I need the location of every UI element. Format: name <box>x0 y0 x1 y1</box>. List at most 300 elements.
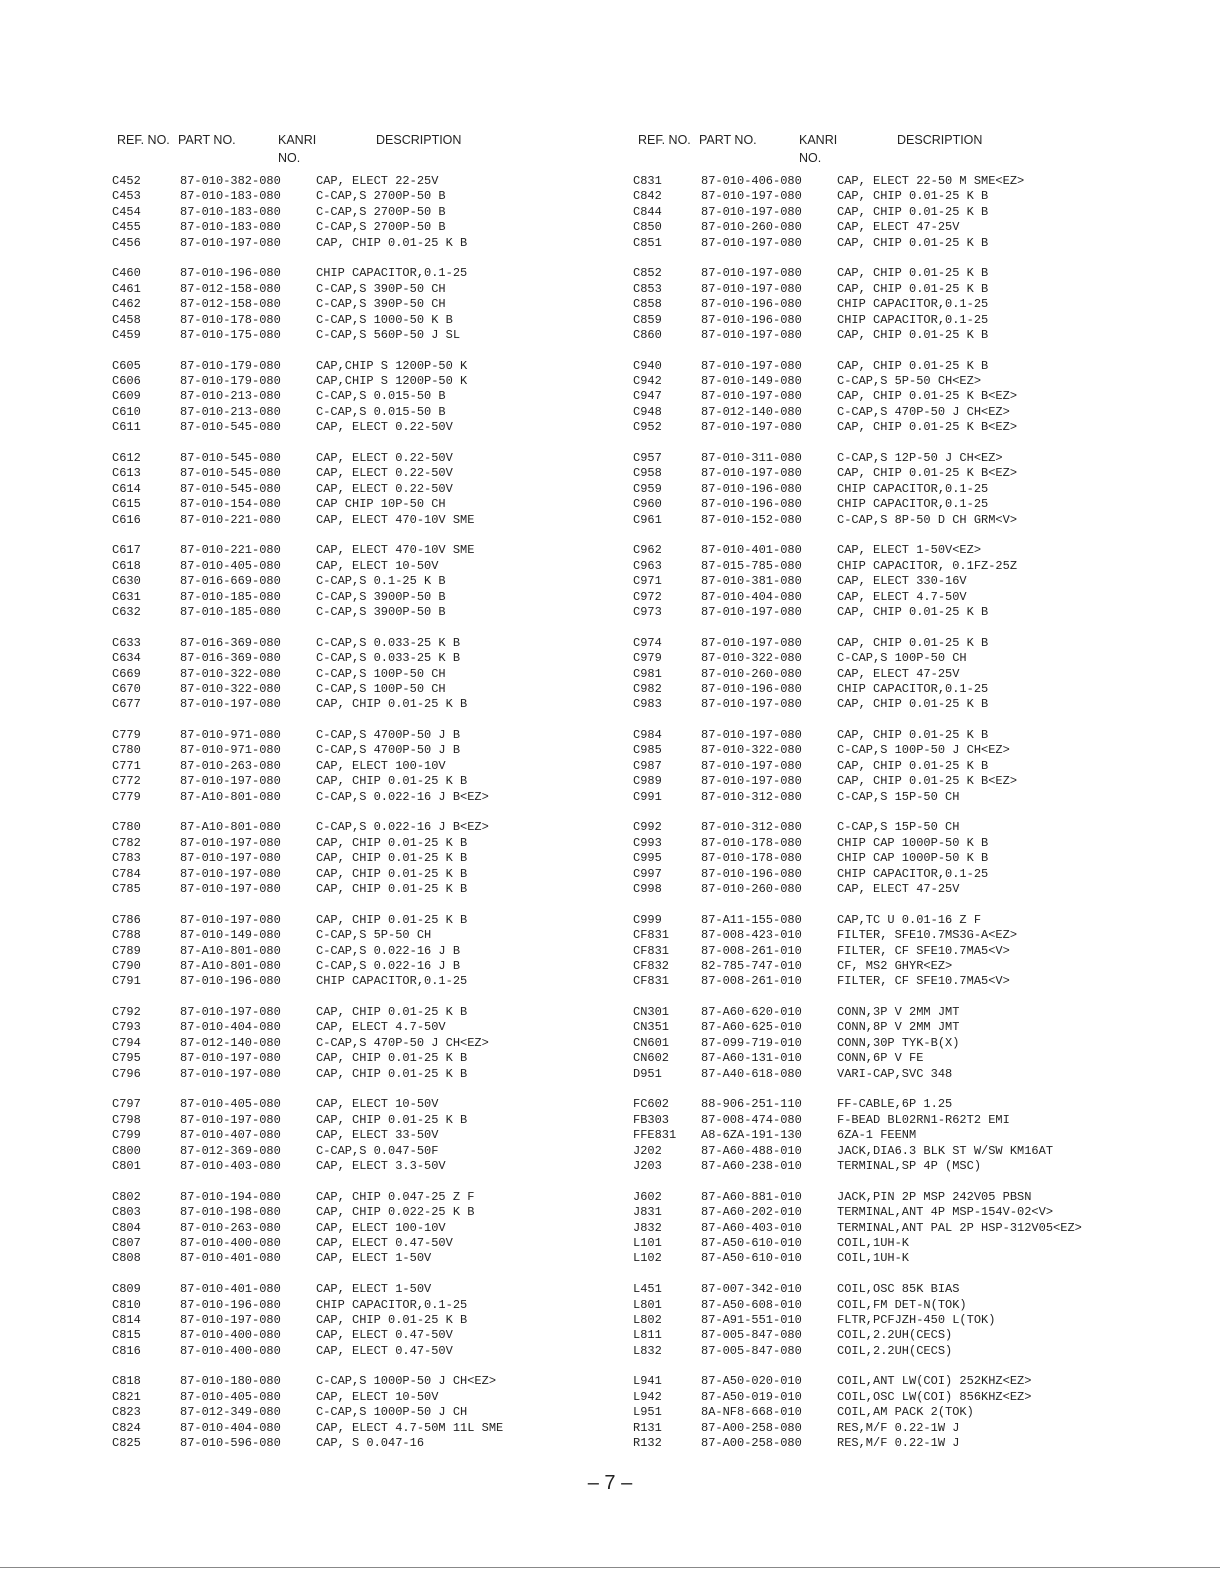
description-cell: CAP, CHIP 0.01-25 K B <box>837 635 989 650</box>
ref-no-cell: C617 <box>112 543 141 558</box>
description-cell: CAP, CHIP 0.01-25 K B <box>316 1312 468 1327</box>
part-no-cell: 87-016-669-080 <box>180 574 281 589</box>
ref-no-cell: C981 <box>633 666 662 681</box>
parts-row <box>633 974 1153 989</box>
parts-row <box>633 1236 1153 1251</box>
description-cell: CHIP CAPACITOR,0.1-25 <box>837 312 989 327</box>
parts-group <box>112 1282 632 1359</box>
parts-row <box>112 543 632 558</box>
ref-no-cell: C785 <box>112 881 141 896</box>
parts-group <box>633 913 1153 990</box>
part-no-cell: 87-010-322-080 <box>180 681 281 696</box>
parts-row <box>112 697 632 712</box>
description-cell: CAP, ELECT 10-50V <box>316 1389 439 1404</box>
parts-row <box>112 482 632 497</box>
ref-no-cell: J831 <box>633 1205 662 1220</box>
parts-group <box>633 1097 1153 1174</box>
parts-group <box>633 1190 1153 1267</box>
description-cell: COIL,2.2UH(CECS) <box>837 1328 953 1343</box>
description-cell: COIL,OSC 85K BIAS <box>837 1282 960 1297</box>
description-cell: C-CAP,S 390P-50 CH <box>316 281 446 296</box>
description-cell: CHIP CAPACITOR, 0.1FZ-25Z <box>837 558 1018 573</box>
ref-no-cell: L832 <box>633 1343 662 1358</box>
ref-no-cell: C992 <box>633 820 662 835</box>
description-cell: 6ZA-1 FEENM <box>837 1128 917 1143</box>
parts-row <box>112 974 632 989</box>
part-no-cell: 87-010-382-080 <box>180 174 281 188</box>
part-no-cell: 87-010-401-080 <box>180 1251 281 1266</box>
part-no-cell: 87-010-197-080 <box>180 912 281 927</box>
ref-no-cell: C804 <box>112 1220 141 1235</box>
ref-no-cell: C630 <box>112 574 141 589</box>
ref-no-cell: C613 <box>112 466 141 481</box>
ref-no-cell: C780 <box>112 743 141 758</box>
part-no-cell: 87-012-369-080 <box>180 1143 281 1158</box>
description-cell: C-CAP,S 0.022-16 J B <box>316 958 461 973</box>
parts-group <box>112 820 632 897</box>
description-cell: CHIP CAPACITOR,0.1-25 <box>837 297 989 312</box>
description-cell: CHIP CAPACITOR,0.1-25 <box>837 866 989 881</box>
part-no-cell: 87-010-406-080 <box>701 174 802 188</box>
parts-row <box>112 559 632 574</box>
parts-row <box>633 1005 1153 1020</box>
ref-no-cell: C850 <box>633 220 662 235</box>
page-number: – 7 – <box>587 1472 633 1494</box>
ref-no-cell: L451 <box>633 1282 662 1297</box>
part-no-cell: 87-010-971-080 <box>180 743 281 758</box>
description-cell: CAP, CHIP 0.022-25 K B <box>316 1205 475 1220</box>
part-no-cell: 87-010-197-080 <box>180 1066 281 1081</box>
part-no-cell: 87-010-179-080 <box>180 358 281 373</box>
description-cell: CAP, ELECT 0.22-50V <box>316 466 453 481</box>
parts-row <box>112 328 632 343</box>
part-no-cell: 87-010-197-080 <box>701 266 802 281</box>
part-no-cell: 87-010-197-080 <box>701 758 802 773</box>
part-no-cell: 88-906-251-110 <box>701 1097 802 1112</box>
parts-row <box>112 1390 632 1405</box>
part-no-cell: 87-010-545-080 <box>180 466 281 481</box>
parts-row <box>112 205 632 220</box>
part-no-cell: 87-010-197-080 <box>180 774 281 789</box>
header-description: DESCRIPTION <box>376 133 462 147</box>
description-cell: FILTER, CF SFE10.7MA5<V> <box>837 943 1010 958</box>
part-no-cell: 87-010-196-080 <box>180 266 281 281</box>
ref-no-cell: C791 <box>112 974 141 989</box>
description-cell: RES,M/F 0.22-1W J <box>837 1436 960 1451</box>
header-ref-no: REF. NO. <box>117 133 170 147</box>
parts-group <box>633 359 1153 436</box>
description-cell: CAP, ELECT 0.22-50V <box>316 451 453 466</box>
page-bottom-rule <box>0 1567 1220 1568</box>
ref-no-cell: C810 <box>112 1297 141 1312</box>
part-no-cell: 87-A10-801-080 <box>180 958 281 973</box>
parts-group <box>112 174 632 251</box>
description-cell: CAP, CHIP 0.01-25 K B<EZ> <box>837 466 1018 481</box>
description-cell: FLTR,PCFJZH-450 L(TOK) <box>837 1312 996 1327</box>
ref-no-cell: C634 <box>112 651 141 666</box>
description-cell: CAP, CHIP 0.01-25 K B <box>837 235 989 250</box>
header-part-no: PART NO. <box>178 133 236 147</box>
part-no-cell: 87-010-312-080 <box>701 820 802 835</box>
description-cell: C-CAP,S 5P-50 CH<EZ> <box>837 374 982 389</box>
ref-no-cell: C851 <box>633 235 662 250</box>
parts-row <box>112 420 632 435</box>
part-no-cell: 87-010-185-080 <box>180 604 281 619</box>
ref-no-cell: C842 <box>633 189 662 204</box>
description-cell: CAP, ELECT 330-16V <box>837 574 967 589</box>
description-cell: CAP, CHIP 0.01-25 K B <box>837 758 989 773</box>
parts-group <box>112 1097 632 1174</box>
part-no-cell: 87-012-349-080 <box>180 1405 281 1420</box>
parts-row <box>633 959 1153 974</box>
ref-no-cell: C960 <box>633 497 662 512</box>
description-cell: CF, MS2 GHYR<EZ> <box>837 958 953 973</box>
part-no-cell: 87-010-196-080 <box>701 866 802 881</box>
part-no-cell: 87-A10-801-080 <box>180 789 281 804</box>
ref-no-cell: C800 <box>112 1143 141 1158</box>
part-no-cell: 87-A60-131-010 <box>701 1051 802 1066</box>
parts-row <box>112 1405 632 1420</box>
parts-group <box>112 543 632 620</box>
description-cell: F-BEAD BL02RN1-R62T2 EMI <box>837 1112 1010 1127</box>
description-cell: CAP, ELECT 22-25V <box>316 174 439 188</box>
parts-group <box>633 1282 1153 1359</box>
description-cell: CAP, ELECT 22-50 M SME<EZ> <box>837 174 1025 188</box>
ref-no-cell: C779 <box>112 728 141 743</box>
description-cell: C-CAP,S 1000-50 K B <box>316 312 453 327</box>
ref-no-cell: C821 <box>112 1389 141 1404</box>
parts-group <box>633 636 1153 713</box>
ref-no-cell: C825 <box>112 1436 141 1451</box>
parts-group <box>633 1005 1153 1082</box>
parts-list-right <box>633 131 1153 1467</box>
description-cell: TERMINAL,SP 4P (MSC) <box>837 1159 982 1173</box>
part-no-cell: 87-010-197-080 <box>701 420 802 435</box>
parts-row <box>112 667 632 682</box>
ref-no-cell: C959 <box>633 481 662 496</box>
parts-row <box>633 543 1153 558</box>
ref-no-cell: C670 <box>112 681 141 696</box>
parts-row <box>112 313 632 328</box>
part-no-cell: 87-007-342-010 <box>701 1282 802 1297</box>
ref-no-cell: C677 <box>112 697 141 712</box>
parts-row <box>112 743 632 758</box>
ref-no-cell: C799 <box>112 1128 141 1143</box>
parts-group <box>633 820 1153 897</box>
part-no-cell: 87-010-196-080 <box>701 312 802 327</box>
header-part-no: PART NO. <box>699 133 757 147</box>
part-no-cell: 87-010-263-080 <box>180 1220 281 1235</box>
parts-list-left <box>112 131 632 1467</box>
description-cell: CHIP CAPACITOR,0.1-25 <box>837 481 989 496</box>
parts-row <box>112 1282 632 1297</box>
part-no-cell: 87-010-183-080 <box>180 189 281 204</box>
parts-row <box>112 1097 632 1112</box>
parts-row <box>633 682 1153 697</box>
ref-no-cell: C797 <box>112 1097 141 1112</box>
parts-row <box>112 1036 632 1051</box>
description-cell: CAP,CHIP S 1200P-50 K <box>316 358 468 373</box>
ref-no-cell: C844 <box>633 204 662 219</box>
description-cell: CAP, ELECT 1-50V<EZ> <box>837 543 982 558</box>
parts-row <box>112 389 632 404</box>
part-no-cell: A8-6ZA-191-130 <box>701 1128 802 1143</box>
parts-row <box>633 1113 1153 1128</box>
part-no-cell: 87-010-178-080 <box>701 851 802 866</box>
ref-no-cell: C455 <box>112 220 141 235</box>
part-no-cell: 87-010-196-080 <box>701 497 802 512</box>
part-no-cell: 87-010-404-080 <box>180 1420 281 1435</box>
ref-no-cell: J202 <box>633 1143 662 1158</box>
ref-no-cell: C814 <box>112 1312 141 1327</box>
part-no-cell: 87-A60-625-010 <box>701 1020 802 1035</box>
description-cell: C-CAP,S 0.015-50 B <box>316 389 446 404</box>
description-cell: COIL,ANT LW(COI) 252KHZ<EZ> <box>837 1374 1032 1389</box>
parts-row <box>112 1005 632 1020</box>
ref-no-cell: C610 <box>112 404 141 419</box>
part-no-cell: 87-A60-620-010 <box>701 1005 802 1020</box>
part-no-cell: 87-A50-610-010 <box>701 1235 802 1250</box>
part-no-cell: 87-010-263-080 <box>180 758 281 773</box>
part-no-cell: 87-010-197-080 <box>701 635 802 650</box>
ref-no-cell: FB303 <box>633 1112 670 1127</box>
ref-no-cell: C940 <box>633 358 662 373</box>
part-no-cell: 87-016-369-080 <box>180 651 281 666</box>
description-cell: C-CAP,S 100P-50 CH <box>316 681 446 696</box>
parts-row <box>633 944 1153 959</box>
part-no-cell: 87-010-545-080 <box>180 481 281 496</box>
part-no-cell: 8A-NF8-668-010 <box>701 1405 802 1420</box>
parts-row <box>633 297 1153 312</box>
ref-no-cell: C997 <box>633 866 662 881</box>
parts-row <box>633 451 1153 466</box>
parts-row <box>112 651 632 666</box>
ref-no-cell: C860 <box>633 327 662 342</box>
description-cell: CAP, ELECT 100-10V <box>316 758 446 773</box>
ref-no-cell: C973 <box>633 604 662 619</box>
description-cell: CAP, CHIP 0.01-25 K B <box>837 358 989 373</box>
parts-row <box>633 1051 1153 1066</box>
ref-no-cell: C780 <box>112 820 141 835</box>
parts-row <box>633 497 1153 512</box>
ref-no-cell: CN351 <box>633 1020 670 1035</box>
parts-row <box>112 220 632 235</box>
ref-no-cell: CN602 <box>633 1051 670 1066</box>
ref-no-cell: C952 <box>633 420 662 435</box>
parts-row <box>633 605 1153 620</box>
parts-row <box>633 1421 1153 1436</box>
part-no-cell: 87-010-198-080 <box>180 1205 281 1220</box>
part-no-cell: 87-010-183-080 <box>180 220 281 235</box>
description-cell: RES,M/F 0.22-1W J <box>837 1420 960 1435</box>
parts-row <box>112 1436 632 1451</box>
part-no-cell: 87-010-179-080 <box>180 374 281 389</box>
part-no-cell: 87-010-194-080 <box>180 1189 281 1204</box>
parts-row <box>112 636 632 651</box>
parts-row <box>112 836 632 851</box>
description-cell: CAP, ELECT 4.7-50V <box>837 589 967 604</box>
part-no-cell: 87-012-158-080 <box>180 297 281 312</box>
part-no-cell: 87-A60-881-010 <box>701 1189 802 1204</box>
ref-no-cell: C795 <box>112 1051 141 1066</box>
ref-no-cell: C794 <box>112 1035 141 1050</box>
description-cell: CAP, ELECT 0.22-50V <box>316 481 453 496</box>
parts-row <box>633 836 1153 851</box>
parts-row <box>633 636 1153 651</box>
ref-no-cell: C824 <box>112 1420 141 1435</box>
part-no-cell: 87-010-197-080 <box>701 281 802 296</box>
parts-group <box>112 266 632 343</box>
parts-group <box>112 451 632 528</box>
part-no-cell: 87-010-197-080 <box>701 389 802 404</box>
ref-no-cell: C783 <box>112 851 141 866</box>
parts-row <box>112 1128 632 1143</box>
ref-no-cell: CF831 <box>633 943 670 958</box>
ref-no-cell: C816 <box>112 1343 141 1358</box>
description-cell: CAP, CHIP 0.01-25 K B<EZ> <box>837 774 1018 789</box>
parts-row <box>633 574 1153 589</box>
parts-row <box>112 1190 632 1205</box>
ref-no-cell: C456 <box>112 235 141 250</box>
part-no-cell: 87-010-400-080 <box>180 1343 281 1358</box>
description-cell: C-CAP,S 2700P-50 B <box>316 189 446 204</box>
parts-row <box>633 1020 1153 1035</box>
description-cell: CAP, CHIP 0.01-25 K B <box>837 189 989 204</box>
parts-row <box>112 590 632 605</box>
parts-row <box>112 266 632 281</box>
description-cell: C-CAP,S 0.033-25 K B <box>316 635 461 650</box>
description-cell: CAP, CHIP 0.01-25 K B <box>316 1112 468 1127</box>
ref-no-cell: C616 <box>112 512 141 527</box>
description-cell: C-CAP,S 5P-50 CH <box>316 928 432 943</box>
description-cell: CONN,30P TYK-B(X) <box>837 1035 960 1050</box>
part-no-cell: 87-010-312-080 <box>701 789 802 804</box>
parts-group <box>112 728 632 805</box>
ref-no-cell: CF832 <box>633 958 670 973</box>
ref-no-cell: C831 <box>633 174 662 188</box>
parts-row <box>112 728 632 743</box>
part-no-cell: 87-010-197-080 <box>701 235 802 250</box>
parts-row <box>112 1251 632 1266</box>
description-cell: C-CAP,S 0.015-50 B <box>316 404 446 419</box>
part-no-cell: 87-016-369-080 <box>180 635 281 650</box>
ref-no-cell: C859 <box>633 312 662 327</box>
parts-row <box>112 1374 632 1389</box>
part-no-cell: 87-010-404-080 <box>180 1020 281 1035</box>
header-description: DESCRIPTION <box>897 133 983 147</box>
description-cell: C-CAP,S 0.022-16 J B<EZ> <box>316 820 489 835</box>
parts-row <box>633 1436 1153 1451</box>
parts-row <box>633 328 1153 343</box>
ref-no-cell: C453 <box>112 189 141 204</box>
description-cell: CHIP CAP 1000P-50 K B <box>837 835 989 850</box>
part-no-cell: 87-010-971-080 <box>180 728 281 743</box>
ref-no-cell: C802 <box>112 1189 141 1204</box>
ref-no-cell: C999 <box>633 912 662 927</box>
ref-no-cell: C962 <box>633 543 662 558</box>
parts-group <box>633 1374 1153 1451</box>
parts-row <box>112 882 632 897</box>
ref-no-cell: C993 <box>633 835 662 850</box>
ref-no-cell: C972 <box>633 589 662 604</box>
parts-row <box>112 513 632 528</box>
ref-no-cell: C789 <box>112 943 141 958</box>
ref-no-cell: C853 <box>633 281 662 296</box>
part-no-cell: 87-010-196-080 <box>701 297 802 312</box>
parts-row <box>112 174 632 189</box>
part-no-cell: 87-010-322-080 <box>180 666 281 681</box>
ref-no-cell: C633 <box>112 635 141 650</box>
parts-row <box>112 297 632 312</box>
parts-row <box>112 189 632 204</box>
parts-row <box>633 282 1153 297</box>
description-cell: CAP CHIP 10P-50 CH <box>316 497 446 512</box>
part-no-cell: 87-010-197-080 <box>701 728 802 743</box>
parts-group <box>112 1190 632 1267</box>
parts-group <box>633 728 1153 805</box>
part-no-cell: 87-010-404-080 <box>701 589 802 604</box>
description-cell: C-CAP,S 0.047-50F <box>316 1143 439 1158</box>
description-cell: CHIP CAPACITOR,0.1-25 <box>837 681 989 696</box>
description-cell: COIL,1UH-K <box>837 1235 910 1250</box>
description-cell: COIL,OSC LW(COI) 856KHZ<EZ> <box>837 1389 1032 1404</box>
ref-no-cell: CF831 <box>633 928 670 943</box>
ref-no-cell: C782 <box>112 835 141 850</box>
column-header-right <box>633 131 1153 174</box>
part-no-cell: 87-010-405-080 <box>180 1097 281 1112</box>
part-no-cell: 87-005-847-080 <box>701 1343 802 1358</box>
part-no-cell: 87-A60-403-010 <box>701 1220 802 1235</box>
header-kanri: KANRI <box>278 133 317 147</box>
parts-row <box>633 1390 1153 1405</box>
description-cell: CAP, ELECT 33-50V <box>316 1128 439 1143</box>
part-no-cell: 87-010-197-080 <box>701 189 802 204</box>
parts-row <box>112 605 632 620</box>
part-no-cell: 87-010-197-080 <box>180 697 281 712</box>
parts-row <box>633 482 1153 497</box>
parts-group <box>112 1374 632 1451</box>
description-cell: C-CAP,S 8P-50 D CH GRM<V> <box>837 512 1018 527</box>
description-cell: FILTER, CF SFE10.7MA5<V> <box>837 974 1010 989</box>
part-no-cell: 87-010-545-080 <box>180 451 281 466</box>
part-no-cell: 87-A50-610-010 <box>701 1251 802 1266</box>
part-no-cell: 87-A60-202-010 <box>701 1205 802 1220</box>
parts-row <box>633 774 1153 789</box>
part-no-cell: 87-A11-155-080 <box>701 912 802 927</box>
parts-row <box>112 959 632 974</box>
description-cell: CAP, CHIP 0.01-25 K B <box>316 235 468 250</box>
part-no-cell: 87-008-261-010 <box>701 943 802 958</box>
parts-row <box>633 313 1153 328</box>
description-cell: CAP,CHIP S 1200P-50 K <box>316 374 468 389</box>
ref-no-cell: C984 <box>633 728 662 743</box>
description-cell: CAP, ELECT 0.22-50V <box>316 420 453 435</box>
description-cell: CAP, CHIP 0.01-25 K B <box>316 835 468 850</box>
description-cell: C-CAP,S 3900P-50 B <box>316 604 446 619</box>
part-no-cell: 87-010-400-080 <box>180 1235 281 1250</box>
parts-group <box>112 913 632 990</box>
ref-no-cell: C462 <box>112 297 141 312</box>
parts-row <box>112 236 632 251</box>
ref-no-cell: C609 <box>112 389 141 404</box>
description-cell: TERMINAL,ANT 4P MSP-154V-02<V> <box>837 1205 1054 1220</box>
parts-rows-right <box>633 174 1153 1451</box>
description-cell: C-CAP,S 390P-50 CH <box>316 297 446 312</box>
parts-row <box>633 205 1153 220</box>
part-no-cell: 87-010-197-080 <box>180 235 281 250</box>
description-cell: C-CAP,S 0.022-16 J B<EZ> <box>316 789 489 804</box>
part-no-cell: 87-010-213-080 <box>180 389 281 404</box>
